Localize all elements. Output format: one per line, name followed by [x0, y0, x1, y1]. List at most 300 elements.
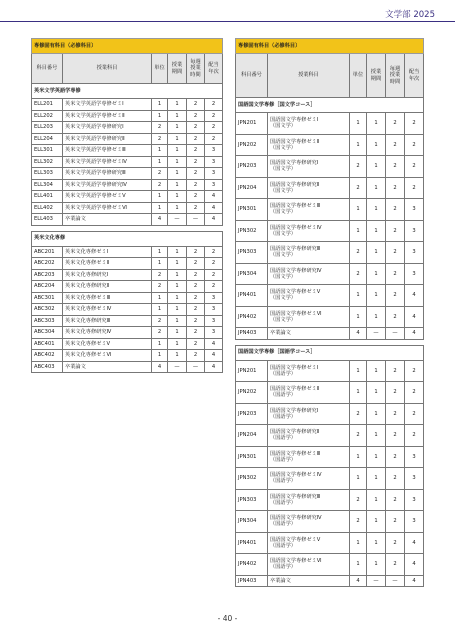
period-cell: 1 — [367, 554, 386, 576]
left-course-table — [31, 38, 222, 373]
credits-cell: 1 — [350, 199, 367, 221]
weekly-hours-cell: 2 — [187, 191, 205, 203]
year-cell: 4 — [205, 350, 223, 362]
weekly-hours-cell: 2 — [187, 202, 205, 214]
credits-cell: 2 — [350, 263, 367, 285]
weekly-hours-cell: 2 — [386, 489, 405, 511]
credits-cell: 1 — [152, 350, 168, 362]
course-code: ELL302 — [32, 156, 63, 168]
weekly-hours-cell: 2 — [386, 382, 405, 404]
weekly-hours-cell: 2 — [187, 99, 205, 111]
course-table-left — [31, 38, 223, 373]
period-cell: 1 — [168, 269, 187, 281]
year-cell: 3 — [405, 242, 424, 264]
col-header-code: 科目番号 — [32, 54, 63, 84]
table-row — [32, 315, 223, 327]
credits-cell: 1 — [350, 220, 367, 242]
period-cell: 1 — [367, 242, 386, 264]
credits-cell: 1 — [350, 382, 367, 404]
year-cell: 3 — [405, 263, 424, 285]
credits-cell: 1 — [152, 338, 168, 350]
table-row — [32, 361, 223, 373]
weekly-hours-cell: 2 — [187, 168, 205, 180]
course-name: 英米文化専修研究Ⅲ — [63, 315, 152, 327]
course-code: JPN304 — [236, 263, 268, 285]
year-cell: 3 — [205, 156, 223, 168]
course-name: 英米文学英語学専修ゼミⅠ — [63, 99, 152, 111]
table-row — [236, 328, 424, 340]
credits-cell: 4 — [350, 575, 367, 587]
period-cell: 1 — [168, 156, 187, 168]
category-header: 専修固有科目（必修科目） — [32, 39, 223, 54]
course-code: ELL201 — [32, 99, 63, 111]
course-name — [268, 328, 350, 340]
course-name-sub: （国文学） — [270, 273, 296, 280]
weekly-hours-cell: 2 — [386, 532, 405, 554]
course-name: 英米文化専修ゼミⅣ — [63, 304, 152, 316]
table-row — [236, 532, 424, 554]
credits-cell: 2 — [152, 327, 168, 339]
year-cell: 2 — [205, 246, 223, 258]
course-name — [268, 199, 350, 221]
credits-cell: 4 — [152, 214, 168, 226]
period-cell: 1 — [367, 199, 386, 221]
period-cell: 1 — [367, 113, 386, 135]
year-cell: 2 — [205, 281, 223, 293]
period-cell: 1 — [168, 110, 187, 122]
course-name-sub: （国文学） — [270, 209, 296, 216]
weekly-hours-cell: 2 — [187, 350, 205, 362]
weekly-hours-cell: 2 — [386, 285, 405, 307]
credits-cell: 1 — [350, 446, 367, 468]
course-name-line: 国語国文学専修研究Ⅰ — [270, 160, 319, 167]
weekly-hours-cell: 2 — [386, 156, 405, 178]
period-cell: — — [168, 361, 187, 373]
col-header-year: 配当年次 — [405, 54, 424, 98]
year-cell: 3 — [205, 145, 223, 157]
table-row — [32, 214, 223, 226]
table-row — [236, 403, 424, 425]
course-name — [268, 425, 350, 447]
credits-cell: 1 — [350, 134, 367, 156]
period-cell: 1 — [367, 220, 386, 242]
table-row — [236, 489, 424, 511]
course-code: JPN402 — [236, 306, 268, 328]
weekly-hours-cell: 2 — [187, 156, 205, 168]
course-name-line: 国語国文学専修ゼミⅥ — [270, 310, 322, 317]
course-name-line: 国語国文学専修研究Ⅱ — [270, 429, 320, 436]
course-code: JPN202 — [236, 134, 268, 156]
period-cell: 1 — [168, 246, 187, 258]
period-cell: 1 — [168, 315, 187, 327]
year-cell: 2 — [205, 258, 223, 270]
course-code: ELL303 — [32, 168, 63, 180]
table-row — [32, 110, 223, 122]
credits-cell: 1 — [152, 246, 168, 258]
period-cell: 1 — [367, 532, 386, 554]
year-cell: 3 — [405, 220, 424, 242]
course-name-sub: （国語学） — [270, 370, 296, 377]
weekly-hours-cell: 2 — [187, 327, 205, 339]
year-cell: 3 — [405, 511, 424, 533]
course-name-line: 国語国文学専修ゼミⅥ — [270, 558, 322, 565]
period-cell: 1 — [367, 468, 386, 490]
course-code: ELL401 — [32, 191, 63, 203]
credits-cell: 2 — [350, 177, 367, 199]
credits-cell: 2 — [152, 315, 168, 327]
period-cell: 1 — [168, 99, 187, 111]
table-row — [32, 168, 223, 180]
weekly-hours-cell: — — [386, 328, 405, 340]
course-name-sub: （国文学） — [270, 295, 296, 302]
credits-cell: 2 — [350, 489, 367, 511]
year-cell: 4 — [205, 202, 223, 214]
table-row — [32, 122, 223, 134]
course-name-line: 卒業論文 — [270, 577, 291, 584]
weekly-hours-cell: 2 — [187, 122, 205, 134]
period-cell: 1 — [168, 327, 187, 339]
col-header-credits: 単位 — [152, 54, 168, 84]
section-title: 国語国文学専修［国文学コース］ — [236, 98, 424, 113]
table-row — [236, 382, 424, 404]
section-title-row — [236, 345, 424, 360]
credits-cell: 1 — [152, 145, 168, 157]
weekly-hours-cell: 2 — [386, 220, 405, 242]
weekly-hours-cell: 2 — [187, 338, 205, 350]
year-cell: 3 — [205, 292, 223, 304]
course-name-sub: （国語学） — [270, 564, 296, 571]
course-code: JPN202 — [236, 382, 268, 404]
col-header-code: 科目番号 — [236, 54, 268, 98]
table-row — [32, 327, 223, 339]
course-name: 英米文化専修ゼミⅥ — [63, 350, 152, 362]
credits-cell: 1 — [350, 360, 367, 382]
course-name — [268, 554, 350, 576]
table-row — [236, 360, 424, 382]
course-code: JPN303 — [236, 242, 268, 264]
weekly-hours-cell: 2 — [187, 145, 205, 157]
credits-cell: 2 — [152, 281, 168, 293]
weekly-hours-cell: 2 — [187, 246, 205, 258]
year-cell: 4 — [405, 532, 424, 554]
course-code: JPN203 — [236, 403, 268, 425]
year-cell: 2 — [205, 122, 223, 134]
course-name-line: 国語国文学専修研究Ⅱ — [270, 181, 320, 188]
course-code: JPN304 — [236, 511, 268, 533]
weekly-hours-cell: 2 — [187, 133, 205, 145]
course-name — [268, 220, 350, 242]
course-name-sub: （国文学） — [270, 144, 296, 151]
weekly-hours-cell: 2 — [187, 258, 205, 270]
weekly-hours-cell: 2 — [187, 304, 205, 316]
col-header-name: 授業科目 — [63, 54, 152, 84]
course-code: JPN303 — [236, 489, 268, 511]
col-header-weekly: 毎週授業時間 — [386, 54, 405, 98]
course-code: ABC204 — [32, 281, 63, 293]
course-name — [268, 113, 350, 135]
table-row — [32, 281, 223, 293]
period-cell: 1 — [367, 489, 386, 511]
weekly-hours-cell: — — [187, 361, 205, 373]
period-cell: 1 — [168, 168, 187, 180]
course-name: 英米文化専修研究Ⅳ — [63, 327, 152, 339]
course-name: 英米文学英語学専修ゼミⅣ — [63, 156, 152, 168]
section-title: 英米文化専修 — [32, 231, 223, 246]
table-row — [236, 220, 424, 242]
table-row — [32, 202, 223, 214]
weekly-hours-cell: 2 — [187, 281, 205, 293]
year-cell: 4 — [405, 575, 424, 587]
credits-cell: 1 — [152, 191, 168, 203]
year-cell: 2 — [405, 403, 424, 425]
course-name — [268, 242, 350, 264]
section-title: 国語国文学専修［国語学コース］ — [236, 345, 424, 360]
course-code: ABC403 — [32, 361, 63, 373]
table-row — [32, 304, 223, 316]
course-name-line: 国語国文学専修ゼミⅣ — [270, 224, 322, 231]
table-row — [236, 177, 424, 199]
course-code: JPN401 — [236, 532, 268, 554]
credits-cell: 2 — [152, 168, 168, 180]
course-name — [268, 134, 350, 156]
weekly-hours-cell: 2 — [386, 199, 405, 221]
course-code: JPN403 — [236, 328, 268, 340]
credits-cell: 1 — [350, 113, 367, 135]
course-code: ELL202 — [32, 110, 63, 122]
course-name — [268, 575, 350, 587]
section-title-row — [236, 98, 424, 113]
year-cell: 4 — [205, 338, 223, 350]
course-name: 卒業論文 — [63, 214, 152, 226]
table-row — [236, 134, 424, 156]
course-name-sub: （国文学） — [270, 316, 296, 323]
credits-cell: 2 — [152, 133, 168, 145]
table-row — [236, 199, 424, 221]
course-name-line: 国語国文学専修ゼミⅠ — [270, 117, 319, 124]
col-header-credits: 単位 — [350, 54, 367, 98]
course-name — [268, 446, 350, 468]
course-name-sub: （国文学） — [270, 166, 296, 173]
course-name-sub: （国語学） — [270, 413, 296, 420]
table-row — [236, 575, 424, 587]
course-name-sub: （国語学） — [270, 435, 296, 442]
year-cell: 2 — [205, 99, 223, 111]
weekly-hours-cell: 2 — [187, 269, 205, 281]
period-cell: 1 — [168, 122, 187, 134]
year-cell: 4 — [405, 306, 424, 328]
course-name: 英米文化専修ゼミⅢ — [63, 292, 152, 304]
weekly-hours-cell: 2 — [386, 177, 405, 199]
course-name — [268, 489, 350, 511]
weekly-hours-cell: 2 — [187, 315, 205, 327]
weekly-hours-cell: 2 — [386, 425, 405, 447]
period-cell: — — [367, 328, 386, 340]
course-name-sub: （国文学） — [270, 123, 296, 130]
table-row — [236, 446, 424, 468]
course-code: JPN201 — [236, 360, 268, 382]
credits-cell: 1 — [152, 202, 168, 214]
table-row — [32, 99, 223, 111]
year-cell: 3 — [205, 315, 223, 327]
course-name-sub: （国語学） — [270, 478, 296, 485]
year-cell: 3 — [405, 489, 424, 511]
weekly-hours-cell: 2 — [386, 263, 405, 285]
credits-cell: 1 — [152, 156, 168, 168]
credits-cell: 1 — [350, 306, 367, 328]
credits-cell: 1 — [152, 258, 168, 270]
credits-cell: 1 — [152, 99, 168, 111]
year-cell: 2 — [205, 269, 223, 281]
credits-cell: 2 — [350, 511, 367, 533]
year-cell: 3 — [405, 199, 424, 221]
credits-cell: 2 — [350, 425, 367, 447]
period-cell: 1 — [168, 338, 187, 350]
course-name-line: 国語国文学専修研究Ⅲ — [270, 246, 321, 253]
table-row — [32, 292, 223, 304]
period-cell: 1 — [168, 292, 187, 304]
credits-cell: 2 — [152, 122, 168, 134]
credits-cell: 4 — [152, 361, 168, 373]
weekly-hours-cell: 2 — [386, 242, 405, 264]
table-row — [32, 338, 223, 350]
course-name-line: 国語国文学専修研究Ⅲ — [270, 493, 321, 500]
course-code: ELL304 — [32, 179, 63, 191]
table-row — [236, 468, 424, 490]
credits-cell: 2 — [152, 269, 168, 281]
course-name-line: 国語国文学専修ゼミⅤ — [270, 536, 321, 543]
course-name-sub: （国語学） — [270, 499, 296, 506]
course-name: 英米文学英語学専修ゼミⅥ — [63, 202, 152, 214]
course-name — [268, 403, 350, 425]
course-code: ABC303 — [32, 315, 63, 327]
table-row — [236, 285, 424, 307]
credits-cell: 2 — [350, 403, 367, 425]
period-cell: 1 — [367, 446, 386, 468]
credits-cell: 1 — [152, 292, 168, 304]
right-course-table — [235, 38, 423, 587]
period-cell: 1 — [367, 403, 386, 425]
period-cell: 1 — [367, 263, 386, 285]
credits-cell: 1 — [152, 304, 168, 316]
year-cell: 4 — [405, 285, 424, 307]
course-name-sub: （国語学） — [270, 456, 296, 463]
page-number: - 40 - — [217, 614, 238, 623]
period-cell: 1 — [367, 360, 386, 382]
section-title-row — [32, 231, 223, 246]
course-name: 英米文化専修ゼミⅡ — [63, 258, 152, 270]
course-code: JPN402 — [236, 554, 268, 576]
table-row — [32, 191, 223, 203]
course-name: 英米文学英語学専修ゼミⅡ — [63, 110, 152, 122]
course-name — [268, 360, 350, 382]
weekly-hours-cell: — — [386, 575, 405, 587]
course-name: 英米文学英語学専修ゼミⅢ — [63, 145, 152, 157]
table-row — [236, 156, 424, 178]
table-row — [236, 425, 424, 447]
weekly-hours-cell: 2 — [386, 446, 405, 468]
credits-cell: 1 — [350, 468, 367, 490]
course-name-sub: （国文学） — [270, 230, 296, 237]
table-row — [236, 511, 424, 533]
course-name — [268, 156, 350, 178]
course-code: ELL204 — [32, 133, 63, 145]
col-header-period: 授業期間 — [367, 54, 386, 98]
weekly-hours-cell: 2 — [187, 292, 205, 304]
year-cell: 3 — [405, 468, 424, 490]
course-code: ELL301 — [32, 145, 63, 157]
course-code: ELL203 — [32, 122, 63, 134]
credits-cell: 2 — [152, 179, 168, 191]
course-code: ABC201 — [32, 246, 63, 258]
course-code: JPN401 — [236, 285, 268, 307]
course-name-sub: （国語学） — [270, 521, 296, 528]
year-cell: 2 — [405, 425, 424, 447]
header-rule — [0, 21, 455, 22]
course-name — [268, 511, 350, 533]
credits-cell: 2 — [350, 242, 367, 264]
course-code: JPN302 — [236, 468, 268, 490]
course-name-line: 国語国文学専修研究Ⅰ — [270, 407, 319, 414]
course-name — [268, 263, 350, 285]
credits-cell: 1 — [350, 554, 367, 576]
course-code: JPN301 — [236, 199, 268, 221]
course-code: ABC202 — [32, 258, 63, 270]
course-name: 英米文学英語学専修ゼミⅤ — [63, 191, 152, 203]
year-cell: 3 — [405, 446, 424, 468]
course-name-line: 国語国文学専修研究Ⅳ — [270, 267, 322, 274]
weekly-hours-cell: 2 — [187, 179, 205, 191]
category-header: 専修固有科目（必修科目） — [236, 39, 424, 54]
period-cell: 1 — [168, 281, 187, 293]
period-cell: 1 — [168, 350, 187, 362]
weekly-hours-cell: 2 — [386, 360, 405, 382]
period-cell: 1 — [367, 425, 386, 447]
period-cell: 1 — [168, 202, 187, 214]
period-cell: 1 — [168, 145, 187, 157]
year-cell: 2 — [405, 177, 424, 199]
weekly-hours-cell: 2 — [386, 468, 405, 490]
year-cell: 2 — [205, 133, 223, 145]
course-name: 英米文化専修研究Ⅰ — [63, 269, 152, 281]
course-code: ABC402 — [32, 350, 63, 362]
period-cell: 1 — [367, 382, 386, 404]
course-name-line: 国語国文学専修ゼミⅠ — [270, 364, 319, 371]
course-name-line: 国語国文学専修ゼミⅤ — [270, 289, 321, 296]
course-code: ABC301 — [32, 292, 63, 304]
course-code: JPN204 — [236, 177, 268, 199]
course-name-sub: （国語学） — [270, 542, 296, 549]
page-header-title: 文学部 2025 — [385, 10, 435, 20]
weekly-hours-cell: 2 — [386, 554, 405, 576]
period-cell: 1 — [367, 306, 386, 328]
weekly-hours-cell: 2 — [187, 110, 205, 122]
course-code: JPN301 — [236, 446, 268, 468]
table-row — [32, 246, 223, 258]
year-cell: 2 — [405, 360, 424, 382]
course-name: 英米文化専修研究Ⅱ — [63, 281, 152, 293]
period-cell: 1 — [367, 134, 386, 156]
course-name: 英米文学英語学専修研究Ⅰ — [63, 122, 152, 134]
table-row — [236, 263, 424, 285]
period-cell: 1 — [367, 177, 386, 199]
course-name-line: 国語国文学専修ゼミⅢ — [270, 203, 321, 210]
weekly-hours-cell: 2 — [386, 306, 405, 328]
year-cell: 2 — [405, 113, 424, 135]
year-cell: 4 — [405, 328, 424, 340]
period-cell: — — [367, 575, 386, 587]
period-cell: 1 — [168, 133, 187, 145]
course-code: JPN302 — [236, 220, 268, 242]
